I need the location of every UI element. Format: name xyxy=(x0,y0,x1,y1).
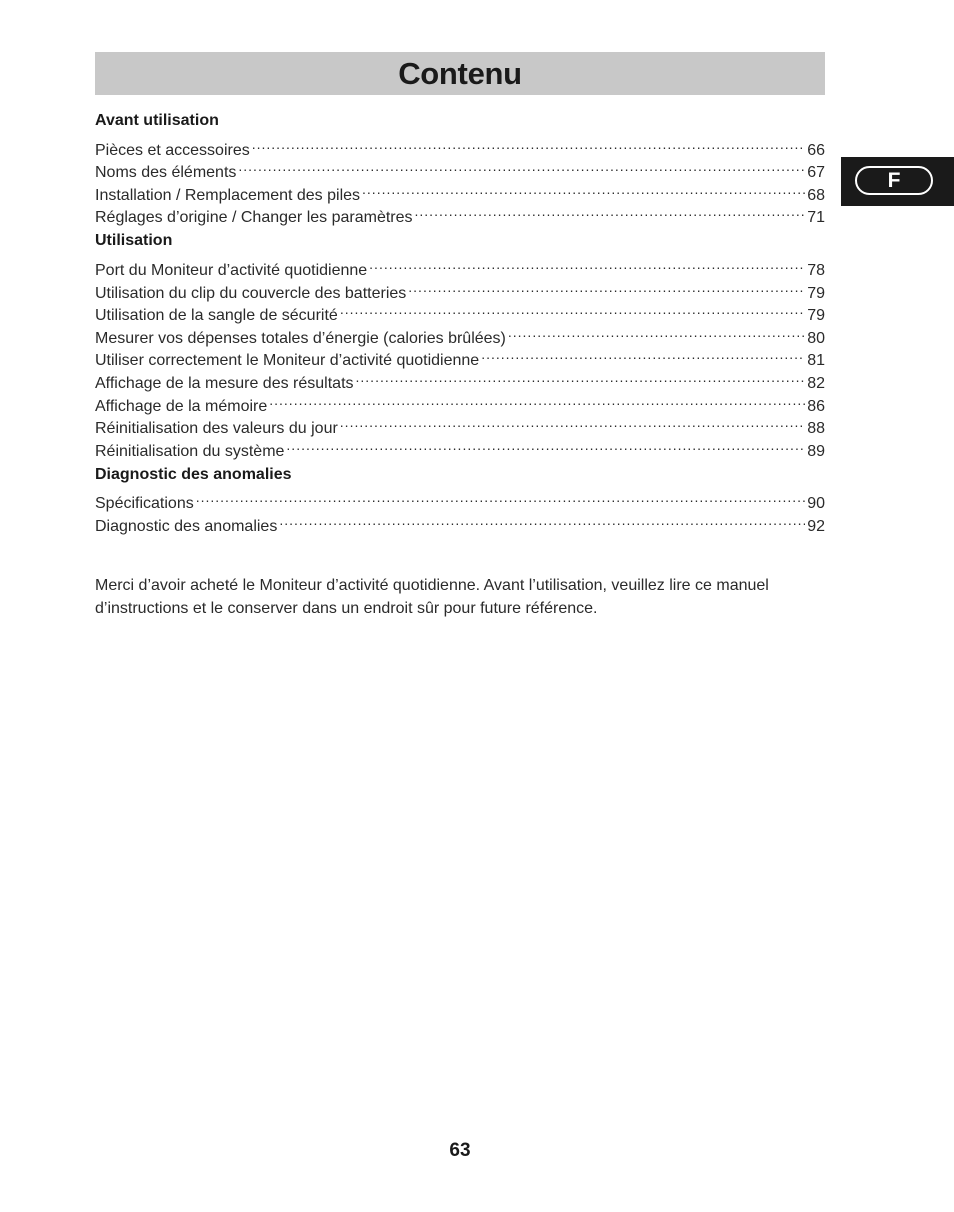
dot-leader xyxy=(340,298,805,321)
toc-entry-page: 90 xyxy=(807,495,825,513)
toc-entry-page: 86 xyxy=(807,397,825,415)
toc-entry-label: Utiliser correctement le Moniteur d’activité quotidienne xyxy=(95,352,480,370)
toc-section-utilisation xyxy=(95,230,825,460)
toc-entry-page: 79 xyxy=(807,307,825,325)
section-heading: Utilisation xyxy=(95,232,173,250)
toc-section-avant-utilisation xyxy=(95,110,825,227)
toc-entry-label: Installation / Remplacement des piles xyxy=(95,186,361,204)
toc-entry-label: Réinitialisation du système xyxy=(95,442,285,460)
dot-leader xyxy=(269,388,805,411)
table-of-contents xyxy=(95,110,825,539)
toc-entry-label: Affichage de la mesure des résultats xyxy=(95,374,354,392)
language-tab xyxy=(841,157,954,206)
toc-entry-label: Réinitialisation des valeurs du jour xyxy=(95,420,338,438)
toc-entry-page: 80 xyxy=(807,329,825,347)
dot-leader xyxy=(238,155,805,178)
dot-leader xyxy=(508,320,805,343)
toc-entry-page: 78 xyxy=(807,261,825,279)
toc-entry xyxy=(95,486,825,513)
dot-leader xyxy=(286,433,805,456)
dot-leader xyxy=(369,252,805,275)
section-heading: Avant utilisation xyxy=(95,112,219,129)
language-badge: F xyxy=(855,166,933,195)
toc-section-diagnostic xyxy=(95,464,825,535)
toc-entry-page: 67 xyxy=(807,164,825,182)
toc-entry-label: Noms des éléments xyxy=(95,164,237,182)
toc-entry-label: Mesurer vos dépenses totales d’énergie (calories brûlées) xyxy=(95,329,506,347)
dot-leader xyxy=(408,275,805,298)
toc-entry-page: 68 xyxy=(807,186,825,204)
toc-entry xyxy=(95,252,825,279)
dot-leader xyxy=(340,411,805,434)
toc-entry-label: Spécifications xyxy=(95,495,194,513)
toc-entry-label: Utilisation de la sangle de sécurité xyxy=(95,307,338,325)
toc-entry-page: 92 xyxy=(807,517,825,535)
toc-entry xyxy=(95,132,825,159)
toc-entry xyxy=(95,508,825,535)
section-heading: Diagnostic des anomalies xyxy=(95,465,292,483)
dot-leader xyxy=(415,200,806,223)
dot-leader xyxy=(481,343,805,366)
dot-leader xyxy=(196,486,805,509)
toc-entry-page: 82 xyxy=(807,374,825,392)
toc-entry-page: 88 xyxy=(807,420,825,438)
toc-entry-label: Utilisation du clip du couvercle des batteries xyxy=(95,284,407,302)
toc-entry-page: 71 xyxy=(807,209,825,227)
dot-leader xyxy=(356,365,806,388)
dot-leader xyxy=(252,132,805,155)
toc-entry-label: Affichage de la mémoire xyxy=(95,397,268,415)
toc-entry-page: 79 xyxy=(807,284,825,302)
title-bar xyxy=(95,52,825,95)
toc-entry-label: Pièces et accessoires xyxy=(95,141,250,159)
intro-paragraph: Merci d’avoir acheté le Moniteur d’activité quotidienne. Avant l’utilisation, veuillez lire ce manuel d’instructions et le conserver dans un endroit sûr pour future référence. xyxy=(95,577,769,617)
toc-entry-label: Port du Moniteur d’activité quotidienne xyxy=(95,261,368,279)
toc-entry-label: Diagnostic des anomalies xyxy=(95,517,278,535)
toc-entry-page: 66 xyxy=(807,141,825,159)
toc-entry-page: 81 xyxy=(807,352,825,370)
dot-leader xyxy=(279,508,805,531)
toc-entry-page: 89 xyxy=(807,442,825,460)
page-number: 63 xyxy=(449,1140,471,1161)
toc-entry-label: Réglages d’origine / Changer les paramètres xyxy=(95,209,413,227)
page-title: Contenu xyxy=(398,55,522,91)
dot-leader xyxy=(362,177,805,200)
